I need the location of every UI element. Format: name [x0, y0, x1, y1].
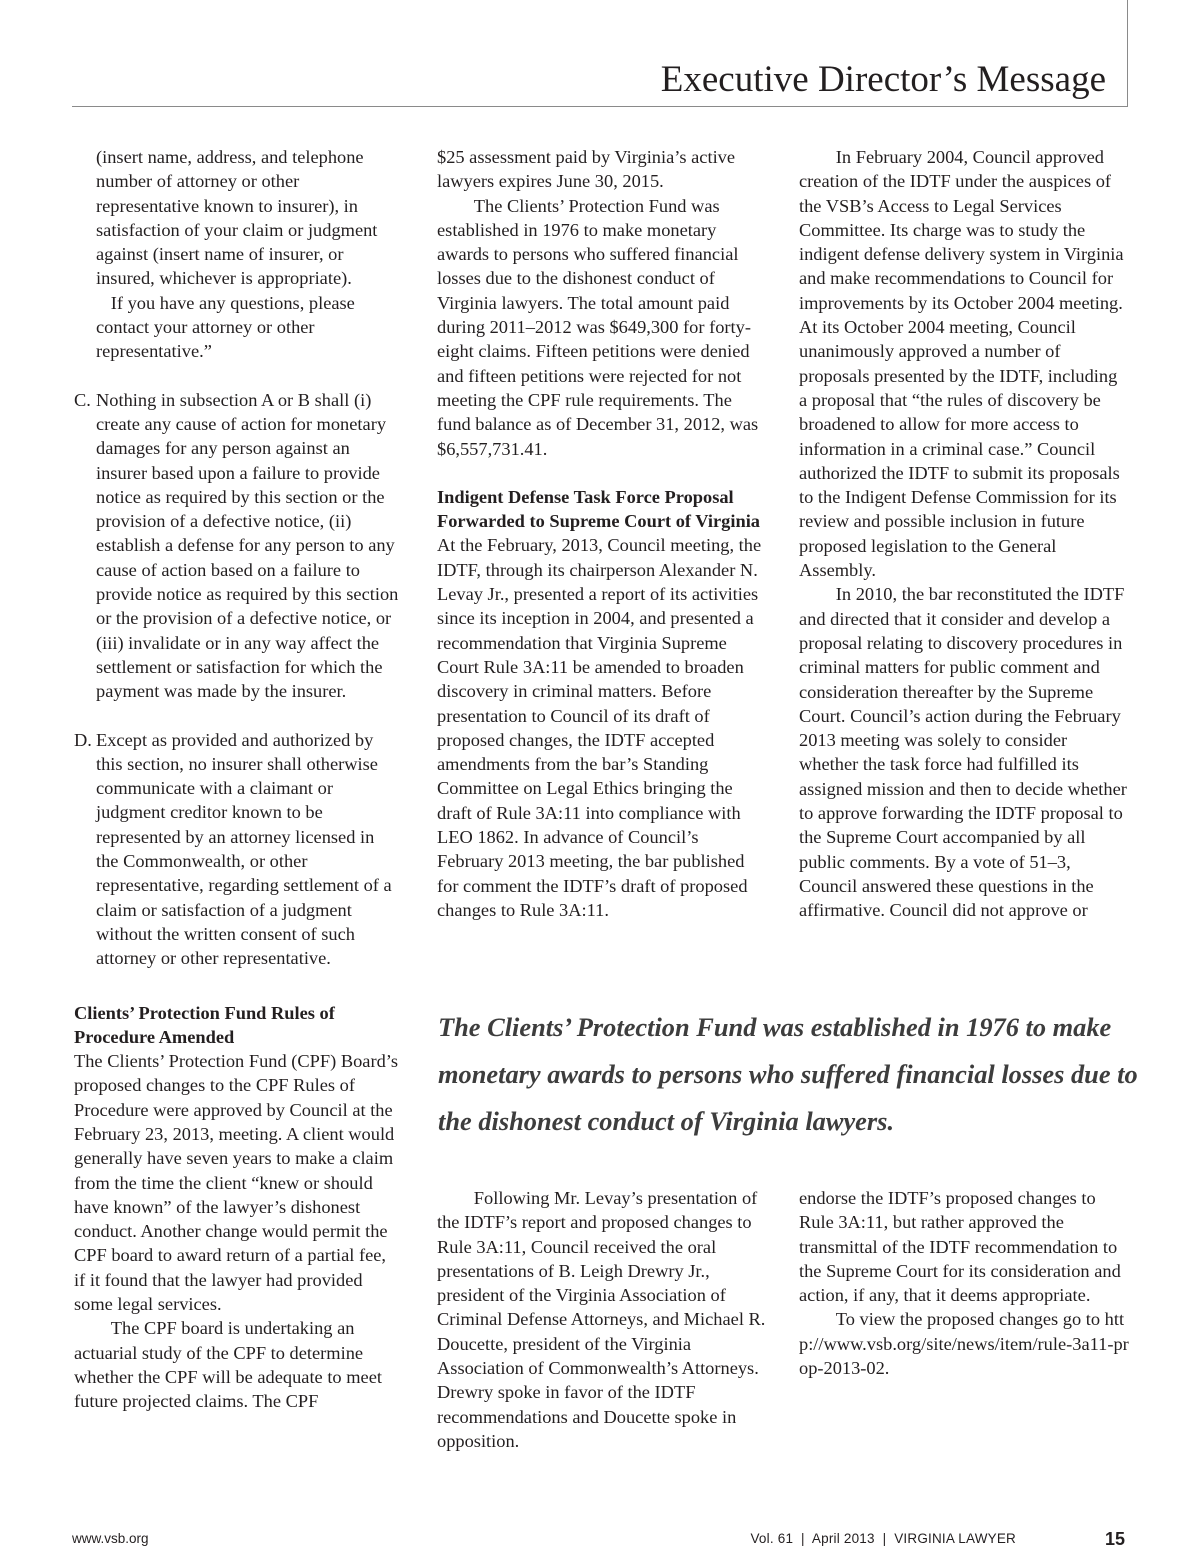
column-2-lower [437, 1186, 767, 1453]
cpf-heading: Clients’ Protection Fund Rules of Procedure Amended [74, 1002, 335, 1047]
header-rule [72, 106, 1128, 107]
view-changes-paragraph: To view the proposed changes go to http://www.vsb.org/site/news/item/rule-3a11-prop-2013-02. [799, 1309, 1129, 1379]
list-item-d [74, 728, 399, 971]
column-3 [799, 145, 1129, 923]
header-vertical-rule [1127, 0, 1128, 107]
cpf-paragraph-2: The CPF board is undertaking an actuarial study of the CPF to determine whether the CPF will be adequate to meet future projected claims. The CPF [74, 1318, 382, 1412]
idtf-history-paragraph: In February 2004, Council approved creation of the IDTF under the auspices of the VSB’s Access to Legal Services Committee. Its charge was to study the indigent defense delivery system in Virginia and make recommendations to Council for improvements by its October 2004 meeting. At its October 2004 meeting, Council unanimously approved a number of proposals presented by the IDTF, including a proposal that “the rules of discovery be broadened to allow for more access to information in a criminal case.” Council authorized the IDTF to submit its proposals to the Indigent Defense Commission for its review and possible inclusion in future proposed legislation to the General Assembly. [799, 147, 1124, 581]
idtf-2010-paragraph: In 2010, the bar reconstituted the IDTF and directed that it consider and develop a proposal relating to discovery procedures in criminal matters for public comment and consideration thereafter by the Supreme Court. Council’s action during the February 2013 meeting was solely to consider whether the task force had fulfilled its assigned mission and then to decide whether to approve forwarding the IDTF proposal to the Supreme Court accompanied by all public comments. By a vote of 51–3, Council answered these questions in the affirmative. Council did not approve or [799, 584, 1127, 921]
column-3-lower [799, 1186, 1129, 1380]
list-letter-d: D. [74, 729, 92, 750]
list-item-c [74, 388, 399, 704]
cpf-established-paragraph: The Clients’ Protection Fund was established in 1976 to make monetary awards to persons who suffered financial losses due to the dishonest conduct of Virginia lawyers. The total amount paid during 2011–2012 was $649,300 for forty-eight claims. Fifteen petitions were denied and fifteen petitions were rejected for not meeting the CPF rule requirements. The fund balance as of December 31, 2012, was $6,557,731.41. [437, 195, 759, 459]
assessment-paragraph: $25 assessment paid by Virginia’s active lawyers expires June 30, 2015. [437, 147, 736, 192]
section-title: Executive Director’s Message [660, 59, 1106, 100]
column-2 [437, 145, 767, 922]
notice-questions: If you have any questions, please contact your attorney or other representative.” [96, 292, 355, 362]
pull-quote: The Clients’ Protection Fund was established in 1976 to make monetary awards to persons who suffered financial losses due to the dishonest conduct of Virginia lawyers. [438, 1012, 1138, 1136]
idtf-paragraph-1: At the February, 2013, Council meeting, the IDTF, through its chairperson Alexander N. Levay Jr., presented a report of its activities since its inception in 2004, and presented a recommendation that Virginia Supreme Court Rule 3A:11 be amended to broaden discovery in criminal matters. Before presentation to Council of its draft of proposed changes, the IDTF accepted amendments from the bar’s Standing Committee on Legal Ethics bringing the draft of Rule 3A:11 into compliance with LEO 1862. In advance of Council’s February 2013 meeting, the bar published for comment the IDTF’s draft of proposed changes to Rule 3A:11. [437, 535, 762, 920]
cpf-paragraph-1: The Clients’ Protection Fund (CPF) Board’s proposed changes to the CPF Rules of Procedure were approved by Council at the February 23, 2013, meeting. A client would generally have seven years to make a claim from the time the client “knew or should have known” of the lawyer’s dishonest conduct. Another change would permit the CPF board to award return of a partial fee, if it found that the lawyer had provided some legal services. [74, 1051, 399, 1315]
page-number: 15 [1104, 1529, 1125, 1549]
levay-presentation-paragraph: Following Mr. Levay’s presentation of the IDTF’s report and proposed changes to Rule 3A:11, Council received the oral presentations of B. Leigh Drewry Jr., president of the Virginia Association of Criminal Defense Attorneys, and Michael R. Doucette, president of the Virginia Association of Commonwealth’s Attorneys. Drewry spoke in favor of the IDTF recommendations and Doucette spoke in opposition. [437, 1188, 766, 1451]
list-text-d: Except as provided and authorized by this section, no insurer shall otherwise communicate with a claimant or judgment creditor known to be represented by an attorney licensed in the Commonwealth, or other representative, regarding settlement of a claim or satisfaction of a judgment without the written consent of such attorney or other representative. [96, 729, 392, 969]
notice-continuation: (insert name, address, and telephone number of attorney or other representative known to insurer), in satisfaction of your claim or judgment against (insert name of insurer, or insured, whichever is appropriate). [96, 147, 378, 289]
list-text-c: Nothing in subsection A or B shall (i) create any cause of action for monetary damages for any person against an insurer based upon a failure to provide notice as required by this section or the provision of a defective notice, (ii) establish a defense for any person to any cause of action based on a failure to provide notice as required by this section or the provision of a defective notice, or (iii) invalidate or in any way affect the settlement or satisfaction for which the payment was made by the insurer. [96, 389, 399, 702]
endorse-paragraph: endorse the IDTF’s proposed changes to Rule 3A:11, but rather approved the transmittal of the IDTF recommendation to the Supreme Court for its consideration and action, if any, that it deems appropriate. [799, 1188, 1121, 1306]
idtf-heading: Indigent Defense Task Force Proposal Forwarded to Supreme Court of Virginia [437, 486, 761, 532]
list-letter-c: C. [74, 389, 91, 410]
footer-issue: Vol. 61 | April 2013 | VIRGINIA LAWYER [750, 1531, 1016, 1546]
footer-website: www.vsb.org [72, 1531, 149, 1546]
column-1 [74, 145, 399, 1414]
